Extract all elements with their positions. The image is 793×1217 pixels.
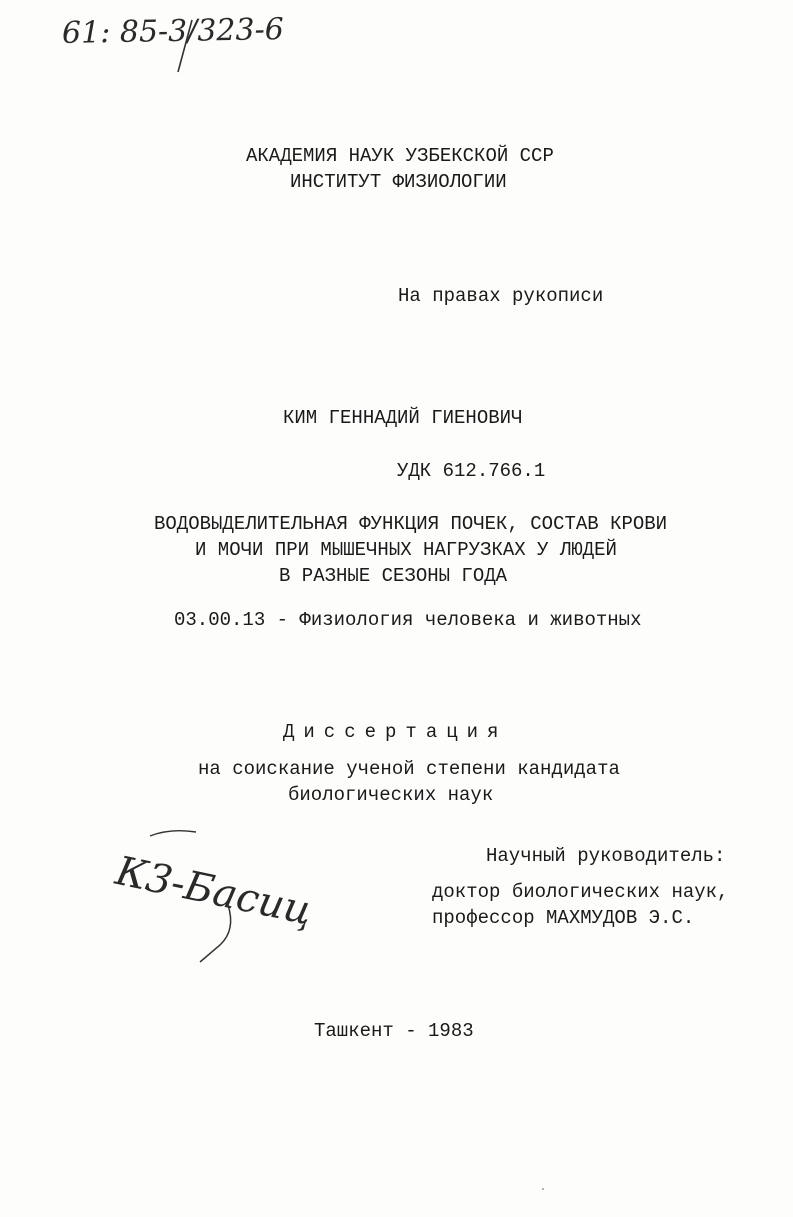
thesis-title-line3: В РАЗНЫЕ СЕЗОНЫ ГОДА — [279, 565, 508, 587]
institution-name: АКАДЕМИЯ НАУК УЗБЕКСКОЙ ССР — [246, 145, 554, 167]
signature-text: К3-Басиц — [111, 848, 317, 935]
work-type-line1: на соискание ученой степени кандидата — [198, 758, 620, 780]
thesis-title-line2: И МОЧИ ПРИ МЫШЕЧНЫХ НАГРУЗКАХ У ЛЮДЕЙ — [195, 539, 617, 561]
author-name: КИМ ГЕННАДИЙ ГИЕНОВИЧ — [283, 407, 523, 429]
specialty: 03.00.13 - Физиология человека и животных — [174, 609, 642, 631]
supervisor-label: Научный руководитель: — [486, 845, 726, 867]
work-type-line2: биологических наук — [288, 784, 494, 806]
work-type-heading: Диссертация — [283, 721, 508, 743]
rights-note: На правах рукописи — [398, 285, 604, 307]
udc-code: УДК 612.766.1 — [397, 460, 546, 482]
place-year: Ташкент - 1983 — [314, 1020, 474, 1042]
institute-name: ИНСТИТУТ ФИЗИОЛОГИИ — [290, 171, 507, 193]
archive-code: 61: 85-3/323-6 — [61, 12, 285, 51]
thesis-title-line1: ВОДОВЫДЕЛИТЕЛЬНАЯ ФУНКЦИЯ ПОЧЕК, СОСТАВ КРОВИ — [154, 513, 668, 535]
supervisor-degree: доктор биологических наук, — [432, 881, 729, 903]
supervisor-name: профессор МАХМУДОВ Э.С. — [432, 907, 695, 929]
